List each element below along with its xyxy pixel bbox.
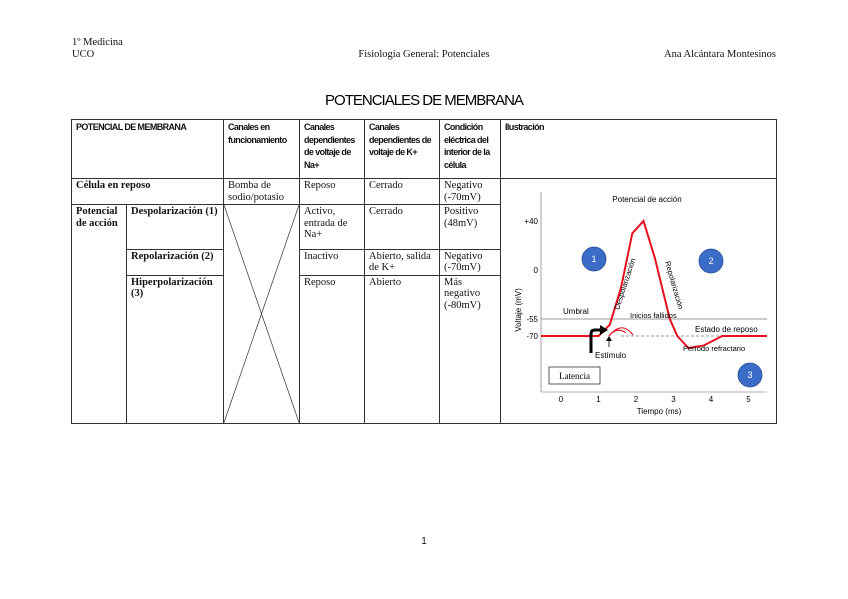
phase-number-1: 1 [591,254,597,264]
y-tick-label: -70 [526,332,538,341]
stimulus-marker-head [606,336,612,341]
header-illustration: Ilustración [501,120,777,179]
rest-row [72,179,777,205]
header-subject: Fisiología General: Potenciales [358,49,490,60]
rest-channels: Bomba de sodio/potasio [224,179,300,205]
cross-out-lines [224,205,299,423]
x-tick-label: 3 [671,395,676,404]
x-tick-label: 2 [633,395,639,404]
y-axis-label: Voltaje (mV) [514,288,523,332]
x-tick-label: 5 [746,395,751,404]
header-potential: POTENCIAL DE MEMBRANA [72,120,224,179]
header-na-channels: Canales dependientes de voltaje de Na+ [300,120,365,179]
header-row [72,120,777,179]
document-title: POTENCIALES DE MEMBRANA [325,92,523,109]
y-tick-label: -55 [526,315,538,324]
x-tick-label: 0 [558,395,564,404]
phase-label-2: Repolarización (2) [127,249,224,275]
action-potential-chart [505,180,781,418]
rest-label: Célula en reposo [72,179,224,205]
failed-start-curve-2 [609,328,633,336]
channels-crossed-cell [224,205,300,424]
rest-condition: Negativo (-70mV) [440,179,501,205]
phase-k-2: Abierto, salida de K+ [365,249,440,275]
phase-number-2: 2 [708,256,714,266]
depolarization-label: Despolarización [612,257,638,311]
header-k-channels: Canales dependientes de voltaje de K+ [365,120,440,179]
rest-k: Cerrado [365,179,440,205]
latency-label: Latencia [559,371,590,381]
phase-condition-2: Negativo (-70mV) [440,249,501,275]
phase-k-3: Abierto [365,275,440,423]
phase-number-3: 3 [747,370,753,380]
illustration-cell [501,179,777,424]
stimulus-label: Estímulo [595,351,627,360]
failed-starts-label: Inicios fallidos [630,311,677,320]
page-number: 1 [421,536,427,547]
peak-label: Potencial de acción [612,195,682,204]
x-tick-label: 1 [596,395,601,404]
y-tick-label: +40 [524,217,538,226]
header-channels: Canales en funcionamiento [224,120,300,179]
refractory-label: Período refractario [683,344,746,353]
rest-state-label: Estado de reposo [695,325,758,334]
phase-na-2: Inactivo [300,249,365,275]
phase-condition-3: Más negativo (-80mV) [440,275,501,423]
header-course: 1º Medicina [72,37,123,48]
stimulus-arrow [591,330,601,353]
phase-label-3: Hiperpolarización (3) [127,275,224,423]
phase-na-1: Activo, entrada de Na+ [300,205,365,250]
action-potential-label: Potencial de acción [72,205,127,424]
phase-na-3: Reposo [300,275,365,423]
repolarization-label: Repolarización [663,260,686,311]
rest-na: Reposo [300,179,365,205]
y-tick-label: 0 [533,266,538,275]
x-tick-label: 4 [708,395,714,404]
header-condition: Condición eléctrica del interior de la célula [440,120,501,179]
header-author: Ana Alcántara Montesinos [664,49,776,60]
header-university: UCO [72,49,95,60]
threshold-label: Umbral [563,307,589,316]
phase-condition-1: Positivo (48mV) [440,205,501,250]
phase-k-1: Cerrado [365,205,440,250]
membrane-potentials-table [71,119,777,424]
phase-label-1: Despolarización (1) [127,205,224,250]
x-axis-label: Tiempo (ms) [636,407,682,416]
